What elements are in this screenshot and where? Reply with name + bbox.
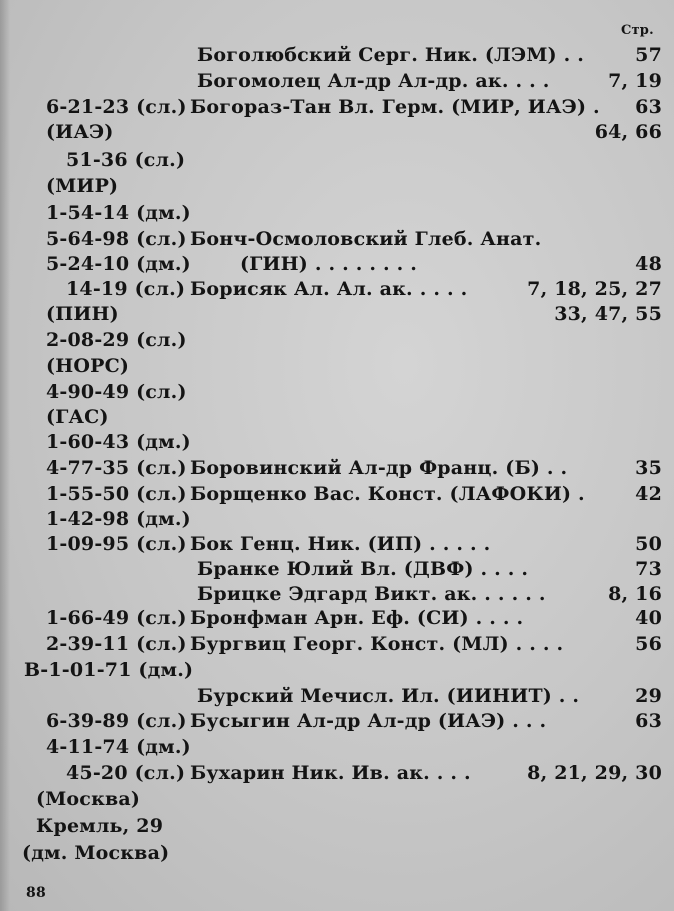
directory-entry: Бусыгин Ал-др Ал-др (ИАЭ) . . . [190,710,547,732]
phone-number: 4-77-35 (сл.) [46,457,187,479]
phone-number: 14-19 (сл.) [66,278,186,300]
phone-number: 45-20 (сл.) [66,762,186,784]
directory-entry-continuation: (ГИН) . . . . . . . . [240,253,418,275]
phone-number: 4-11-74 (дм.) [46,736,191,758]
phone-number: 1-42-98 (дм.) [46,508,191,530]
page-reference: 57 [635,44,662,66]
institution-abbr: (ИАЭ) [46,121,114,143]
page-reference: 63 [635,710,662,732]
page-reference: 73 [635,558,662,580]
page-reference: 64, 66 [594,121,662,143]
phone-number: 5-64-98 (сл.) [46,228,187,250]
page-column-header: Стр. [621,23,654,38]
phone-number: 2-08-29 (сл.) [46,329,187,351]
page-reference: 40 [635,607,662,629]
footer-page-number: 88 [26,885,46,901]
page-reference: 7, 18, 25, 27 [527,278,662,300]
phone-number: 1-66-49 (сл.) [46,607,187,629]
phone-number: 1-60-43 (дм.) [46,431,191,453]
directory-entry: Бок Генц. Ник. (ИП) . . . . . [190,533,491,555]
page-reference: 8, 21, 29, 30 [527,762,662,784]
page-reference: 48 [635,253,662,275]
address-line: Кремль, 29 [36,815,164,837]
page-reference: 7, 19 [608,70,662,92]
address-line: (Москва) [36,788,141,810]
page-reference: 50 [635,533,662,555]
institution-abbr: (МИР) [46,175,119,197]
directory-entry: Бранке Юлий Вл. (ДВФ) . . . . [197,558,529,580]
directory-entry: Бронфман Арн. Еф. (СИ) . . . . [190,607,524,629]
page-reference: 35 [635,457,662,479]
phone-number: 2-39-11 (сл.) [46,633,187,655]
directory-entry: Богомолец Ал-др Ал-др. ак. . . . [197,70,550,92]
institution-abbr: (ГАС) [46,406,109,428]
phone-number: 4-90-49 (сл.) [46,381,187,403]
institution-abbr: (НОРС) [46,355,130,377]
page-reference: 33, 47, 55 [554,303,662,325]
phone-number: 1-09-95 (сл.) [46,533,187,555]
phone-number: 6-39-89 (сл.) [46,710,187,732]
directory-entry: Бурский Мечисл. Ил. (ИИНИТ) . . [197,685,580,707]
directory-entry: Богораз-Тан Вл. Герм. (МИР, ИАЭ) . [190,96,600,118]
page-reference: 63 [635,96,662,118]
directory-entry: Брицке Эдгард Викт. ак. . . . . . [197,583,546,605]
page-reference: 8, 16 [608,583,662,605]
page-reference: 29 [635,685,662,707]
phone-number: 51-36 (сл.) [66,149,186,171]
address-line: (дм. Москва) [22,842,170,864]
institution-abbr: (ПИН) [46,303,119,325]
phone-number: 1-55-50 (сл.) [46,483,187,505]
directory-entry: Бургвиц Георг. Конст. (МЛ) . . . . [190,633,564,655]
directory-entry: Борисяк Ал. Ал. ак. . . . . [190,278,468,300]
phone-number: В-1-01-71 (дм.) [24,659,194,681]
phone-number: 6-21-23 (сл.) [46,96,187,118]
page-fold-shadow [0,0,10,911]
directory-entry: Борщенко Вас. Конст. (ЛАФОКИ) . [190,483,585,505]
phone-number: 1-54-14 (дм.) [46,202,191,224]
directory-entry: Бухарин Ник. Ив. ак. . . . [190,762,471,784]
page-reference: 56 [635,633,662,655]
directory-entry: Бонч-Осмоловский Глеб. Анат. [190,228,542,250]
phone-number: 5-24-10 (дм.) [46,253,191,275]
directory-entry: Боголюбский Серг. Ник. (ЛЭМ) . . [197,44,585,66]
page-reference: 42 [635,483,662,505]
directory-entry: Боровинский Ал-др Франц. (Б) . . [190,457,568,479]
